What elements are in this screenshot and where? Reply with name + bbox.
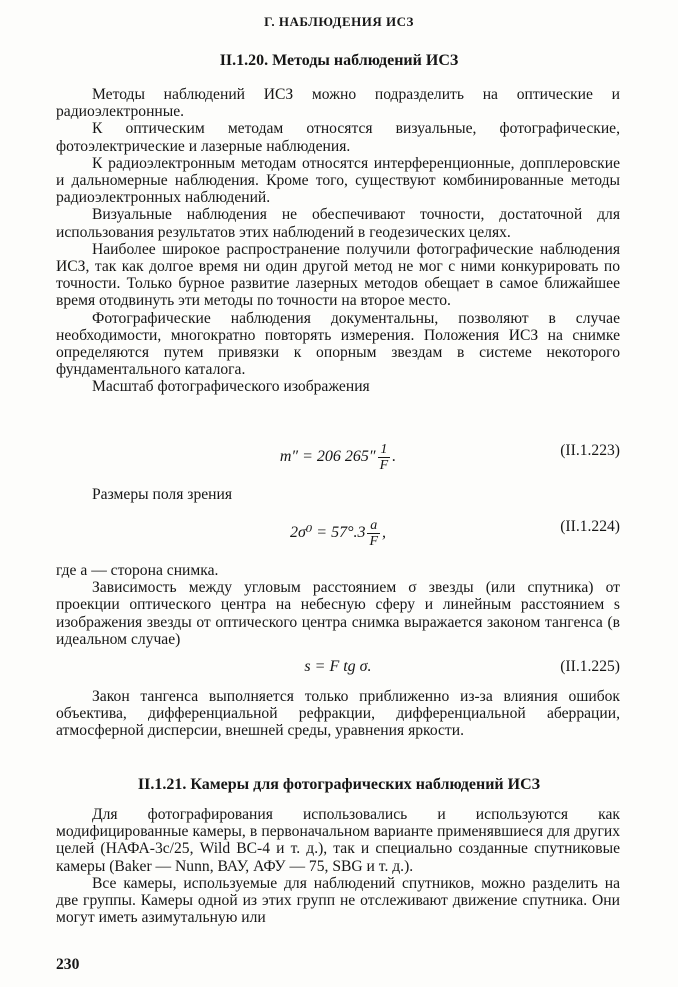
fraction-numerator: a (367, 518, 380, 534)
running-head: Г. НАБЛЮДЕНИЯ ИСЗ (264, 14, 414, 29)
paragraph: Визуальные наблюдения не обеспечивают точности, достаточной для использования результатов этих наблюдений в геодезических целях. (56, 206, 620, 241)
paragraph: К радиоэлектронным методам относятся интерференционные, допплеровские и дальномерные наблюдения. Кроме того, существуют комбинированные методы радиоэлектронных наблюдений. (56, 154, 620, 207)
fraction-numerator: 1 (378, 442, 391, 458)
paragraph: Наиболее широкое распространение получили фотографические наблюдения ИСЗ, так как долгое время ни один другой метод не мог с ними конкурировать по точности. Только бурное развитие лазерных методов обещает в самое ближайшее время отодвинуть эти методы по точности на второе место. (56, 240, 620, 310)
equation-formula: s = F tg σ. (304, 658, 372, 675)
section-title-1: II.1.20. Методы наблюдений ИСЗ (219, 52, 459, 69)
equation-punct: . (392, 448, 397, 466)
paragraph: Зависимость между угловым расстоянием σ звезды (или спутника) от проекции оптического центра на небесную сферу и линейным расстоянием s изображения звезды от оптического центра снимка выражается законом тангенса (в идеальном случае) (56, 579, 620, 648)
equation-number: (II.1.223) (560, 442, 620, 459)
paragraph: Размеры поля зрения (92, 486, 233, 503)
equation-1 (56, 432, 620, 472)
text-block-3 (56, 562, 620, 648)
paragraph: Закон тангенса выполняется только приближенно из-за влияния ошибок объектива, дифференциальной рефракции, дифференциальной аберрации, атмосферной дисперсии, внешней среды, уравнения яркости. (56, 688, 620, 740)
text-block-5 (56, 806, 620, 926)
equation-number: (II.1.224) (560, 518, 620, 535)
paragraph: Для фотографирования использовались и используются как модифицированные камеры, в первоначальном варианте применявшиеся для других целей (НАФА-3с/25, Wild BC-4 и т. д.), так и специально созданные спутниковые камеры (Baker — Nunn, ВАУ, АФУ — 75, SBG и т. д.). (56, 806, 620, 875)
equation-lhs: 2σ⁰ = 57°.3 (289, 524, 366, 542)
equation-number: (II.1.225) (560, 658, 620, 675)
section-title-2: II.1.21. Камеры для фотографических наблюдений ИСЗ (137, 776, 541, 793)
paragraph: Масштаб фотографического изображения (92, 378, 370, 396)
paragraph: Фотографические наблюдения документальны, позволяют в случае необходимости, многократно повторять измерения. Положения ИСЗ на снимке определяются путем привязки к опорным звездам в системе некоторого фундаментального каталога. (56, 309, 620, 379)
fraction-denominator: F (379, 458, 389, 473)
equation-lhs: m″ = 206 265″ (279, 448, 376, 466)
paragraph: Все камеры, используемые для наблюдений спутников, можно разделить на две группы. Камеры одной из этих групп не отслеживают движение спутника. Они могут иметь азимутальную или (56, 874, 620, 927)
text-block-1 (56, 86, 620, 396)
paragraph: Методы наблюдений ИСЗ можно подразделить на оптические и радиоэлектронные. (56, 86, 620, 121)
paragraph: К оптическим методам относятся визуальные, фотографические, фотоэлектрические и лазерные наблюдения. (56, 120, 620, 155)
fraction-denominator: F (369, 534, 379, 549)
paragraph: где a — сторона снимка. (56, 562, 219, 579)
text-block-2 (56, 486, 620, 503)
text-block-4 (56, 688, 620, 740)
equation-3 (56, 648, 620, 688)
equation-punct: , (382, 524, 387, 542)
page-number: 230 (56, 956, 80, 973)
equation-2 (56, 508, 620, 548)
